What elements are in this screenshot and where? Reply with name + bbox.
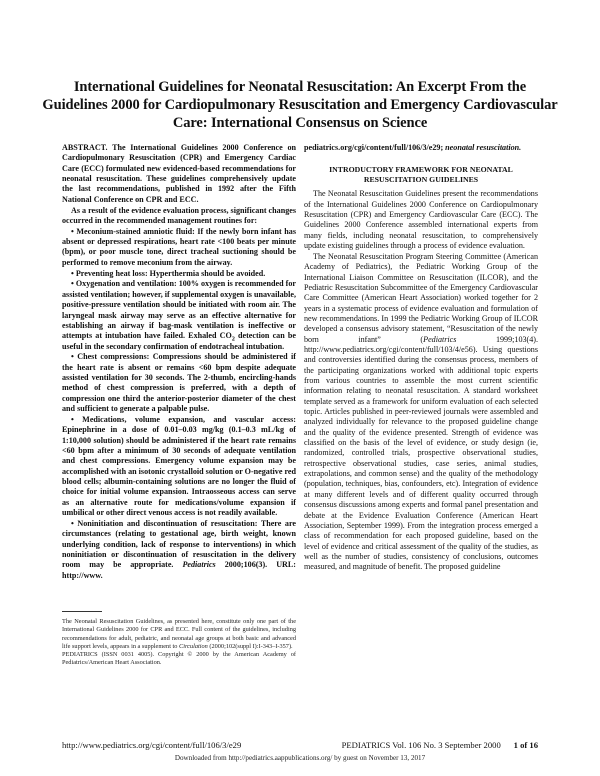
page-number: 1 of 16 [513,740,538,750]
text-span: 2000;106(3). URL: http://www. [62,560,296,580]
text-span: • Noninitiation and discontinuation of resuscitation: There are circumstances (relating to gestational age, birth weight, known underlying condition, lack of response to interventions) in which noninitiation or discontinuation of resuscitation in the delivery room may be appropriate. [62,518,296,570]
journal-name: Pediatrics [423,334,457,344]
text-span: The Neonatal Resuscitation Program Steering Committee (American Academy of Pediatrics), the Pediatric Working Group of the International Liaison Committee on Resuscitation (ILCOR), and the Pediatric Resuscitation Subcommittee of the Emergency Cardiovascular Care Committee (American Heart Association) worked together for 2 years in a systematic process of evidence evaluation and formulation of new recommendations. In 1999 the Pediatric Working Group of ILCOR developed a consensus advisory statement, “Resuscitation of the newly born infant” ( [304,251,538,344]
journal-info: PEDIATRICS Vol. 106 No. 3 September 2000 [341,740,501,750]
footnote [62,618,296,668]
body-paragraph: The Neonatal Resuscitation Guidelines present the recommendations of the International Guidelines 2000 Conference on Cardiopulmonary Resuscitation (CPR) and Emergency Cardiovascular Care (ECC). The Guidelines 2000 Conference assembled international experts from many fields, including neonatal resuscitation, to comprehensively update existing guidelines through a process of evidence evaluation. [304,189,538,251]
text-span: pediatrics.org/cgi/content/full/106/3/e29; [304,143,446,152]
abstract-paragraph: • Meconium-stained amniotic fluid: If the newly born infant has absent or depressed respirations, heart rate <100 beats per minute (bpm), or poor muscle tone, direct tracheal suctioning should be performed to remove meconium from the airway. [62,226,296,267]
abstract-paragraph: As a result of the evidence evaluation process, significant changes occurred in the recommended management routines for: [62,205,296,225]
abstract-paragraph [62,279,296,351]
abstract-paragraph: • Chest compressions: Compressions should be administered if the heart rate is absent or remains <60 bpm despite adequate assisted ventilation for 30 seconds. The 2-thumb, encircling-hands method of chest compression is preferred, with a depth of compression one third the anterior-posterior diameter of the chest and sufficient to generate a palpable pulse. [62,352,296,414]
abstract-continuation [304,143,538,153]
copyright-text: PEDIATRICS (ISSN 0031 4005). Copyright © 2000 by the American Academy of Pediatrics/American Heart Association. [62,651,296,667]
text-span: (2000;102(suppl I):I-343–I-357). [207,642,293,650]
journal-name: Circulation [179,642,208,650]
abstract-paragraph: • Medications, volume expansion, and vascular access: Epinephrine in a dose of 0.01–0.03 mg/kg (0.1–0.3 mL/kg of 1:10,000 solution) should be administered if the heart rate remains <60 bpm after a minimum of 30 seconds of adequate ventilation and chest compressions. Emergency volume expansion may be accomplished with an isotonic crystalloid solution or O-negative red blood cells; albumin-containing solutions are no longer the fluid of choice for initial volume expansion. Intraosseous access can serve as an alternative route for medications/volume expansion if umbilical or other direct venous access is not readily available. [62,414,296,518]
abstract-paragraph [62,519,296,581]
page-footer [62,740,538,750]
footnote-text [62,618,296,651]
section-heading: INTRODUCTORY FRAMEWORK FOR NEONATAL RESUSCITATION GUIDELINES [329,165,513,185]
article-url[interactable]: http://www.pediatrics.org/cgi/content/full/106/3/e29 [62,740,242,750]
journal-name: Pediatrics [182,560,216,570]
footnote-divider [62,611,102,612]
text-span: detection can be useful in the secondary confirmation of endotracheal intubation. [62,331,296,351]
abstract-paragraph: ABSTRACT. The International Guidelines 2000 Conference on Cardiopulmonary Resuscitation (CPR) and Emergency Cardiac Care (ECC) formulated new evidenced-based recommendations for neonatal resuscitation. These guidelines comprehensively update the last recommendations, published in 1992 after the Fifth National Conference on CPR and ECC. [62,143,296,204]
keywords: neonatal resuscitation. [445,143,522,152]
subscript: 2 [231,336,235,343]
text-span: The Neonatal Resuscitation Guidelines, as presented here, constitute only one part of the International Guidelines 2000 for CPR and ECC. Full content of the guidelines, including recommendations for adult, pediatric, and neonatal age groups at both basic and advanced life support levels, appears in a supplement to [62,618,296,650]
journal-citation [342,740,538,750]
download-notice: Downloaded from http://pediatrics.aappublications.org/ by guest on November 13, 2017 [174,754,426,762]
body-column [304,143,538,573]
abstract-paragraph: • Preventing heat loss: Hyperthermia should be avoided. [71,268,266,278]
article-title: International Guidelines for Neonatal Resuscitation: An Excerpt From the Guidelines 2000 for Cardiopulmonary Resuscitation and Emergency Cardiovascular Care: International Consensus on Science [42,79,558,131]
abstract-column [62,143,296,581]
body-paragraph [304,252,538,573]
text-span: • Oxygenation and ventilation: 100% oxygen is recommended for assisted ventilation; however, if supplemental oxygen is unavailable, positive-pressure ventilation should be initiated with room air. The laryngeal mask airway may serve as an effective alternative for establishing an airway if bag-mask ventilation is ineffective or attempts at intubation have failed. Exhaled CO [62,279,296,341]
text-span: 1999;103(4). http://www.pediatrics.org/cgi/content/full/103/4/e56). Using questions and controversies identified during the consensus process, members of the participating organizations worked with additional topic experts from various countries to assemble the most current scientific information relating to neonatal resuscitation. A standard worksheet template served as a framework for uniform evaluation of each selected topic. Articles published in peer-reviewed journals were assembled and analyzed individually for relevance to the proposed guideline change and the quality of the evidence presented. Strength of evidence was classified on the basis of the level of evidence, or study design (ie, randomized, controlled trials, prospective observational studies, retrospective observational studies, case series, animal studies, extrapolations, and common sense) and the quality of the methodology (population, techniques, bias, confounders, etc). Integration of evidence at many different levels and of different quality occurred through consensus discussions among experts and formal panel presentation and debate at the Evidence Evaluation Conference (American Heart Association, September 1999). From the integration process emerged a class of recommendation for each proposed guideline, based on the level of evidence and critical assessment of the quality of the studies, as well as the number of studies, consistency of conclusions, outcomes measured, and magnitude of benefit. The proposed guideline [304,334,538,572]
